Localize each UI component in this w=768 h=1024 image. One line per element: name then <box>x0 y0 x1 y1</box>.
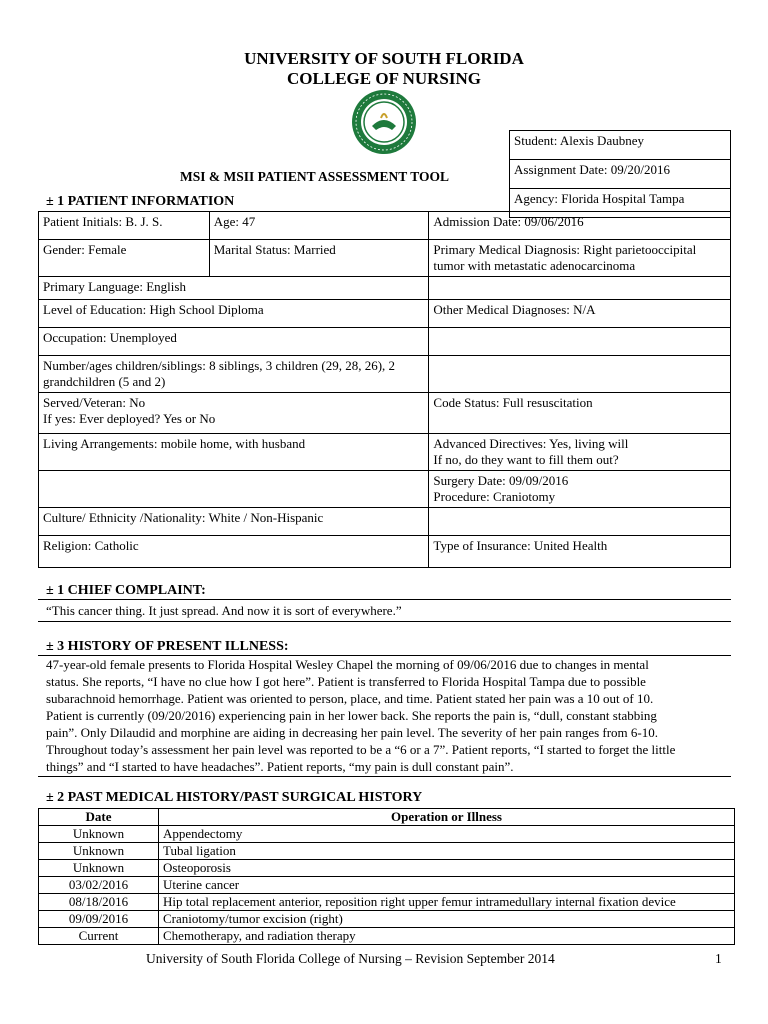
chief-complaint-bottom-rule <box>38 621 731 622</box>
pmh-item: Uterine cancer <box>159 877 735 894</box>
pmh-operation-header: Operation or Illness <box>159 809 735 826</box>
table-row <box>39 826 735 843</box>
veteran-line1: Served/Veteran: No <box>43 395 146 410</box>
header-college: COLLEGE OF NURSING <box>287 69 481 88</box>
pmh-date: Unknown <box>39 860 159 877</box>
table-row <box>39 843 735 860</box>
patient-age: Age: 47 <box>209 212 429 240</box>
pmh-item: Osteoporosis <box>159 860 735 877</box>
patient-info-title: ± 1 PATIENT INFORMATION <box>46 194 235 209</box>
primary-language: Primary Language: English <box>39 277 429 300</box>
pmh-item: Tubal ligation <box>159 843 735 860</box>
directives-line2: If no, do they want to fill them out? <box>433 452 619 467</box>
page-number: 1 <box>715 951 722 966</box>
pmh-item: Hip total replacement anterior, reposition right upper femur intramedullary internal fixation device <box>159 894 735 911</box>
empty-cell <box>429 356 731 393</box>
student-name: Student: Alexis Daubney <box>510 131 731 160</box>
veteran-status <box>39 393 429 434</box>
advanced-directives <box>429 434 731 471</box>
primary-diagnosis-line1: Primary Medical Diagnosis: Right parietooccipital <box>433 242 697 257</box>
university-seal-icon <box>350 88 418 156</box>
hpi-line: status. She reports, “I have no clue how I got here”. Patient is transferred to Florida Hospital Tampa due to possible <box>46 674 646 689</box>
culture-ethnicity: Culture/ Ethnicity /Nationality: White / Non-Hispanic <box>39 508 429 536</box>
tool-title: MSI & MSII PATIENT ASSESSMENT TOOL <box>180 169 449 184</box>
pmh-table <box>38 808 735 945</box>
code-status: Code Status: Full resuscitation <box>429 393 731 434</box>
student-info-box <box>509 130 731 218</box>
table-row <box>39 894 735 911</box>
marital-status: Marital Status: Married <box>209 240 429 277</box>
children-siblings <box>39 356 429 393</box>
hpi-line: things” and “I started to have headaches”. Patient reports, “my pain is dull constant pain”. <box>46 759 514 774</box>
table-row <box>39 860 735 877</box>
agency: Agency: Florida Hospital Tampa <box>510 189 731 218</box>
patient-initials: Patient Initials: B. J. S. <box>39 212 210 240</box>
pmh-date: 08/18/2016 <box>39 894 159 911</box>
gender: Gender: Female <box>39 240 210 277</box>
chief-complaint-rule <box>38 599 731 600</box>
admission-date: Admission Date: 09/06/2016 <box>429 212 731 240</box>
directives-line1: Advanced Directives: Yes, living will <box>433 436 629 451</box>
hpi-line: subarachnoid hemorrhage. Patient was oriented to person, place, and time. Patient stated her pain was a 10 out of 10. <box>46 691 654 706</box>
empty-cell <box>429 328 731 356</box>
pmh-item: Craniotomy/tumor excision (right) <box>159 911 735 928</box>
occupation: Occupation: Unemployed <box>39 328 429 356</box>
veteran-line2: If yes: Ever deployed? Yes or No <box>43 411 216 426</box>
children-siblings-line1: Number/ages children/siblings: 8 siblings, 3 children (29, 28, 26), 2 <box>43 358 396 373</box>
assignment-date: Assignment Date: 09/20/2016 <box>510 160 731 189</box>
pmh-date: Unknown <box>39 826 159 843</box>
chief-complaint-title: ± 1 CHIEF COMPLAINT: <box>46 583 206 598</box>
hpi-title: ± 3 HISTORY OF PRESENT ILLNESS: <box>46 639 289 654</box>
living-arrangements: Living Arrangements: mobile home, with husband <box>39 434 429 471</box>
pmh-title: ± 2 PAST MEDICAL HISTORY/PAST SURGICAL HISTORY <box>46 790 423 805</box>
primary-diagnosis <box>429 240 731 277</box>
pmh-date-header: Date <box>39 809 159 826</box>
procedure: Procedure: Craniotomy <box>433 489 556 504</box>
empty-cell <box>429 508 731 536</box>
religion: Religion: Catholic <box>39 536 429 568</box>
pmh-date: 09/09/2016 <box>39 911 159 928</box>
hpi-text <box>46 656 731 775</box>
hpi-line: Patient is currently (09/20/2016) experiencing pain in her lower back. She reports the pain is, “dull, constant stabbing <box>46 708 657 723</box>
table-row <box>39 928 735 945</box>
hpi-line: pain”. Only Dilaudid and morphine are aiding in decreasing her pain level. The severity of her pain ranges from 6-10. <box>46 725 659 740</box>
pmh-item: Appendectomy <box>159 826 735 843</box>
empty-cell <box>39 471 429 508</box>
surgery-date: Surgery Date: 09/09/2016 <box>433 473 569 488</box>
children-siblings-line2: grandchildren (5 and 2) <box>43 374 166 389</box>
education-level: Level of Education: High School Diploma <box>39 300 429 328</box>
surgery-info <box>429 471 731 508</box>
hpi-line: 47-year-old female presents to Florida Hospital Wesley Chapel the morning of 09/06/2016 due to changes in mental <box>46 657 649 672</box>
footer-text: University of South Florida College of Nursing – Revision September 2014 <box>146 951 555 966</box>
pmh-item: Chemotherapy, and radiation therapy <box>159 928 735 945</box>
hpi-line: Throughout today’s assessment her pain level was reported to be a “6 or a 7”. Patient reports, “I started to forget the little <box>46 742 676 757</box>
header-university: UNIVERSITY OF SOUTH FLORIDA <box>244 49 524 68</box>
table-row <box>39 877 735 894</box>
insurance-type: Type of Insurance: United Health <box>429 536 731 568</box>
other-diagnoses: Other Medical Diagnoses: N/A <box>429 300 731 328</box>
pmh-date: Unknown <box>39 843 159 860</box>
patient-info-table <box>38 211 731 568</box>
empty-cell <box>429 277 731 300</box>
primary-diagnosis-line2: tumor with metastatic adenocarcinoma <box>433 258 636 273</box>
hpi-bottom-rule <box>38 776 731 777</box>
table-row <box>39 911 735 928</box>
chief-complaint-text: “This cancer thing. It just spread. And now it is sort of everywhere.” <box>46 603 402 618</box>
pmh-date: Current <box>39 928 159 945</box>
pmh-date: 03/02/2016 <box>39 877 159 894</box>
